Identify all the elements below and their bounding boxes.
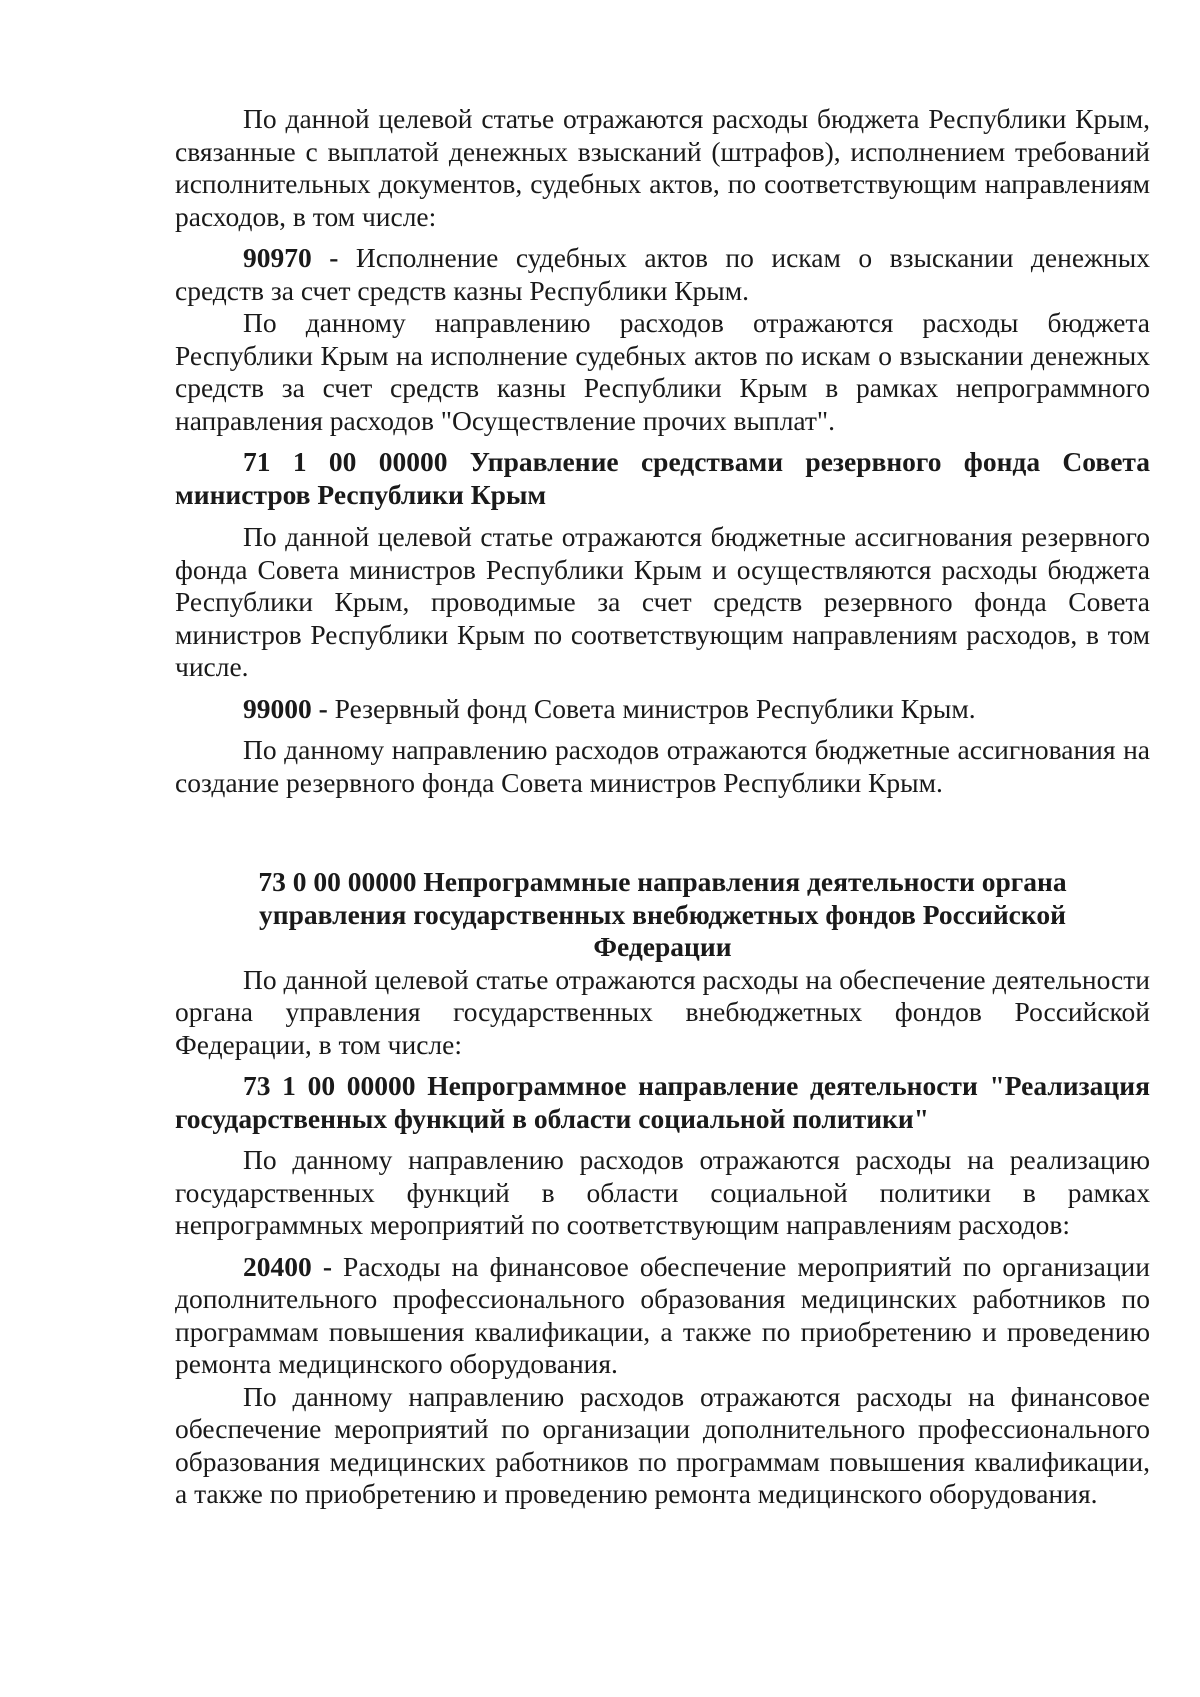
heading-73-1-social-policy: 73 1 00 00000 Непрограммное направление деятельности "Реализация государственных функций в области социальной политики" — [175, 1070, 1150, 1134]
text-99000: Резервный фонд Совета министров Республики Крым. — [327, 692, 976, 724]
paragraph-reserve-allocations: По данной целевой статье отражаются бюджетные ассигнования резервного фонда Совета министров Республики Крым и осуществляются расходы бюджета Республики Крым, проводимые за счет средств резервного фонда Совета министров Республики Крым по соответствующим направлениям расходов, в том числе. — [175, 521, 1150, 682]
text-90970: Исполнение судебных актов по искам о взыскании денежных средств за счет средств казны Республики Крым. — [175, 242, 1150, 306]
heading-73-nonprogram-directions: 73 0 00 00000 Непрограммные направления деятельности органа управления государственных внебюджетных фондов Российской Федерации — [258, 866, 1067, 962]
code-99000: 99000 - — [243, 692, 328, 724]
paragraph-medical-education: По данному направлению расходов отражаются расходы на финансовое обеспечение мероприятий по организации дополнительного профессионального образования медицинских работников по программам повышения квалификации, а также по приобретению и проведению ремонта медицинского оборудования. — [175, 1380, 1150, 1509]
paragraph-extrabudgetary-funds: По данной целевой статье отражаются расходы на обеспечение деятельности органа управления государственных внебюджетных фондов Российской Федерации, в том числе: — [175, 963, 1150, 1060]
paragraph-fines: По данной целевой статье отражаются расходы бюджета Республики Крым, связанные с выплатой денежных взысканий (штрафов), исполнением требований исполнительных документов, судебных актов, по соответствующим направлениям расходов, в том числе: — [175, 103, 1150, 232]
paragraph-reserve-creation: По данному направлению расходов отражаются бюджетные ассигнования на создание резервного фонда Совета министров Республики Крым. — [175, 734, 1150, 798]
item-20400 — [175, 1251, 1150, 1381]
code-90970: 90970 - — [243, 242, 339, 273]
paragraph-social-policy-functions: По данному направлению расходов отражаются расходы на реализацию государственных функций в области социальной политики в рамках непрограммных мероприятий по соответствующим направлениям расходов: — [175, 1144, 1150, 1240]
text-20400: Расходы на финансовое обеспечение мероприятий по организации дополнительного профессионального образования медицинских работников по программам повышения квалификации, а также по приобретению и проведению ремонта медицинского оборудования. — [175, 1250, 1150, 1379]
item-99000 — [175, 693, 1150, 726]
paragraph-court-acts: По данному направлению расходов отражаются расходы бюджета Республики Крым на исполнение судебных актов по искам о взыскании денежных средств за счет средств казны Республики Крым в рамках непрограммного направления расходов "Осуществление прочих выплат". — [175, 307, 1150, 436]
document-page — [175, 103, 1150, 1511]
heading-71-reserve-fund: 71 1 00 00000 Управление средствами резервного фонда Совета министров Республики Крым — [175, 446, 1150, 510]
item-90970 — [175, 242, 1150, 307]
code-20400: 20400 - — [243, 1250, 332, 1282]
